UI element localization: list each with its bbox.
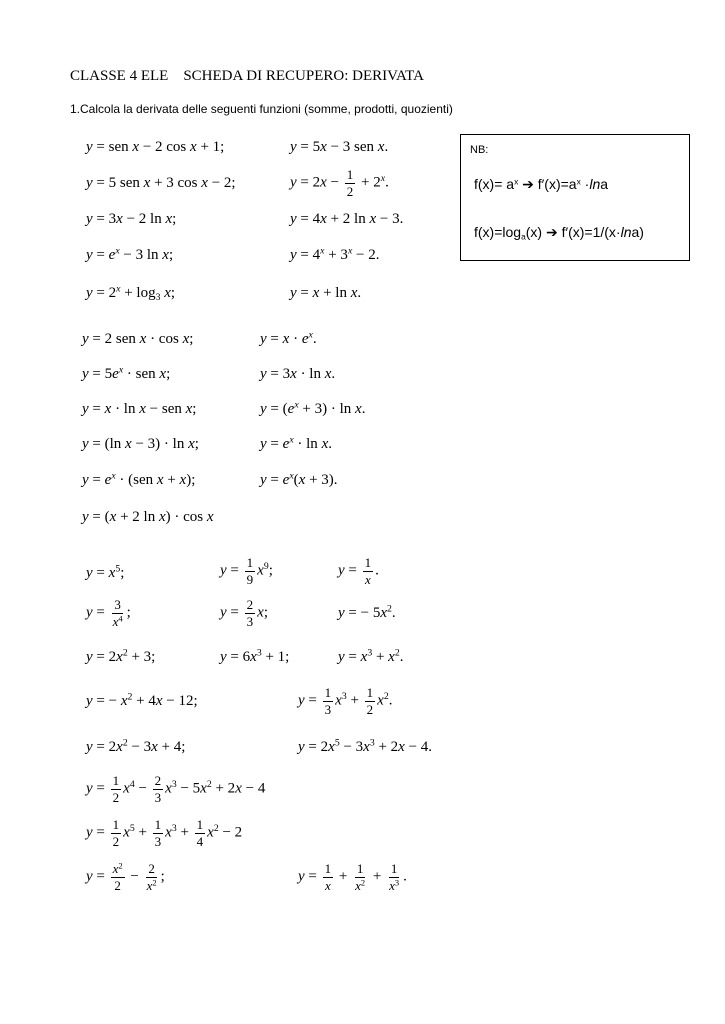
exercise-sum-2: y = 5x − 3 sen x. <box>290 139 389 155</box>
exercise-power-2: y = $\frac{1}{9}$ $x^9$; <box>220 555 273 587</box>
note-box <box>460 134 690 261</box>
exercise-power-4: y = $\frac{3}{x^4}$ ; <box>86 597 131 629</box>
exercise-product-5: y = x · ln x − sen x; <box>82 401 197 417</box>
exercise-power-17: y = $\frac{1}{x}$ + $\frac{1}{x^2}$ + $\frac{1}{x^3}$ . <box>298 861 407 893</box>
exercise-power-7: $y = 2x^2 + 3$; <box>86 647 156 665</box>
exercise-power-8: $y = 6x^3 + 1$; <box>220 647 290 665</box>
exercise-product-3: $y = 5e^x$ · sen x; <box>82 364 171 382</box>
exercise-product-1: y = 2 sen x · cos x; <box>82 331 194 347</box>
exercise-power-5: y = $\frac{2}{3}$ x; <box>220 597 268 629</box>
exercise-product-9: $y = e^x \cdot (sen$ x + x); <box>82 470 196 488</box>
page-title: CLASSE 4 ELE SCHEDA DI RECUPERO: DERIVATA <box>70 68 424 84</box>
exercise-power-9: $y = x^3 + x^2$. <box>338 647 404 665</box>
exercise-sum-6: y = 4x + 2 ln x − 3. <box>290 211 404 227</box>
exercise-product-8: $y = e^x \cdot \ln x$. <box>260 434 332 452</box>
exercise-power-13: $y = 2x^5 - 3x^3 + 2x - 4$. <box>298 737 433 755</box>
exercise-sum-3: y = 5 sen x + 3 cos x − 2; <box>86 175 236 191</box>
exercise-power-3: y = $\frac{1}{x}$ . <box>338 555 379 587</box>
rule-exponential: $f(x)= a^x$ ➔ $f'(x)=a^x \cdot\ln a$ <box>474 176 609 192</box>
exercise-power-6: y = − $5x^2$. <box>338 603 396 621</box>
exercise-power-10: y = − $x^2 + 4x - 12$; <box>86 691 198 709</box>
exercise-sum-9: $y = 2^x + \log_3 x$; <box>86 283 176 303</box>
exercise-sum-7: $y = e^x - 3$ ln x; <box>86 245 174 263</box>
exercise-power-12: $y = 2x^2 - 3x + 4$; <box>86 737 186 755</box>
exercise-sum-4: y = 2x − $\frac{1}{2}$ + $2^x$. <box>290 167 389 199</box>
exercise-power-16: y = $\frac{x^2}{2}$ − $\frac{2}{x^2}$ ; <box>86 860 165 893</box>
exercise-power-11: y = $\frac{1}{3}$ $x^3$ + $\frac{1}{2}$ $x^2$. <box>298 685 393 717</box>
exercise-product-11: y = (x + 2 ln x) · cos x <box>82 509 214 525</box>
rule-logarithm: $f(x)=\log_a(x)$ ➔ f′(x)=1/(x·lna) <box>474 224 644 242</box>
exercise-power-1: $y = x^5$; <box>86 563 125 581</box>
exercise-product-2: $y = x \cdot e^x$. <box>260 329 317 347</box>
exercise-product-10: $y = e^x(x + 3)$. <box>260 470 338 488</box>
exercise-product-6: $y = (e^x + 3) \cdot \ln x$. <box>260 399 366 417</box>
note-label: NB: <box>470 144 489 156</box>
exercise-sum-1: y = sen x − 2 cos x + 1; <box>86 139 225 155</box>
exercise-sum-5: y = 3x − 2 ln x; <box>86 211 177 227</box>
exercise-instruction: 1.Calcola la derivata delle seguenti funzioni (somme, prodotti, quozienti) <box>70 102 453 116</box>
exercise-power-14: y = $\frac{1}{2}$ $x^4$ − $\frac{2}{3}$ $x^3 - 5x^2 + 2x - 4$ <box>86 773 266 805</box>
exercise-product-4: y = 3x · ln x. <box>260 366 336 382</box>
exercise-product-7: y = (ln x − 3) · ln x; <box>82 436 199 452</box>
exercise-power-15: y = $\frac{1}{2}$ $x^5$ + $\frac{1}{3}$ $x^3$ + $\frac{1}{4}$ $x^2 - 2$ <box>86 817 243 849</box>
exercise-sum-8: $y = 4^x + 3^x - 2$. <box>290 245 380 263</box>
exercise-sum-10: y = x + ln x. <box>290 285 362 301</box>
